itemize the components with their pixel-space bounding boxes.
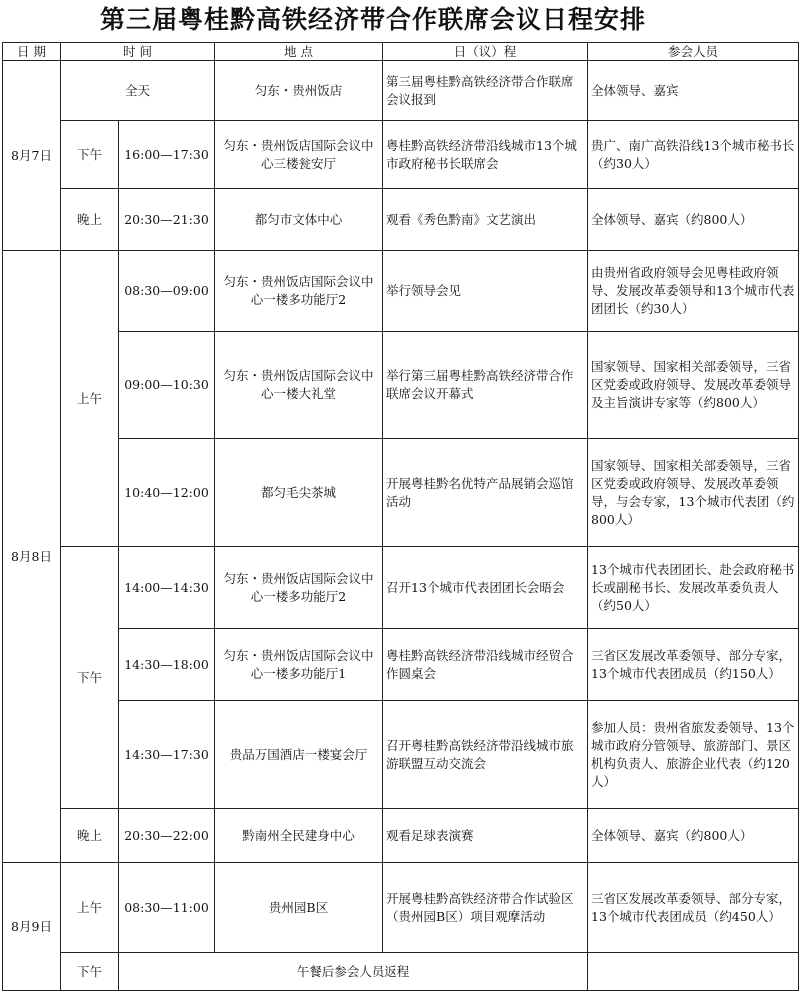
time-cell: 08:30—11:00 [119,863,215,953]
table-row [3,439,799,547]
attendees-cell: 由贵州省政府领导会见粤桂政府领导、发展改革委领导和13个城市代表团团长（约30人） [588,251,799,332]
header-date: 日 期 [3,43,61,61]
header-row [3,43,799,61]
table-row [3,953,799,991]
place-cell: 黔南州全民建身中心 [215,809,383,863]
attendees-cell: 三省区发展改革委领导、部分专家，13个城市代表团成员（约450人） [588,863,799,953]
time-cell: 14:00—14:30 [119,547,215,629]
time-cell: 14:30—18:00 [119,629,215,701]
place-cell: 都匀毛尖茶城 [215,439,383,547]
table-row [3,701,799,809]
date-cell: 8月9日 [3,863,61,991]
time-cell: 08:30—09:00 [119,251,215,332]
place-cell: 匀东・贵州饭店 [215,61,383,121]
header-agenda: 日（议）程 [383,43,588,61]
table-row [3,547,799,629]
header-place: 地 点 [215,43,383,61]
place-cell: 匀东・贵州饭店国际会议中心一楼多功能厅1 [215,629,383,701]
table-row [3,332,799,439]
agenda-cell: 召开13个城市代表团团长会晤会 [383,547,588,629]
agenda-cell: 粤桂黔高铁经济带沿线城市13个城市政府秘书长联席会 [383,121,588,189]
page-title: 第三届粤桂黔高铁经济带合作联席会议日程安排 [100,5,647,34]
attendees-cell: 贵广、南广高铁沿线13个城市秘书长（约30人） [588,121,799,189]
attendees-cell: 全体领导、嘉宾 [588,61,799,121]
table-row [3,251,799,332]
attendees-cell: 三省区发展改革委领导、部分专家，13个城市代表团成员（约150人） [588,629,799,701]
attendees-cell: 全体领导、嘉宾（约800人） [588,189,799,251]
period-cell: 下午 [61,953,119,991]
date-cell: 8月8日 [3,251,61,863]
table-row [3,809,799,863]
period-cell: 下午 [61,547,119,809]
place-cell: 匀东・贵州饭店国际会议中心三楼瓮安厅 [215,121,383,189]
agenda-cell: 举行领导会见 [383,251,588,332]
place-cell: 匀东・贵州饭店国际会议中心一楼多功能厅2 [215,547,383,629]
attendees-cell: 国家领导、国家相关部委领导，三省区党委或政府领导、发展改革委领导，与会专家，13个城市代表团（约800人） [588,439,799,547]
period-cell: 全天 [61,61,215,121]
table-row [3,121,799,189]
table-row [3,61,799,121]
place-cell: 贵品万国酒店一楼宴会厅 [215,701,383,809]
time-cell: 14:30—17:30 [119,701,215,809]
attendees-cell: 全体领导、嘉宾（约800人） [588,809,799,863]
agenda-cell: 观看足球表演赛 [383,809,588,863]
attendees-cell: 参加人员：贵州省旅发委领导、13个城市政府分管领导、旅游部门、景区机构负责人、旅游企业代表（约120人） [588,701,799,809]
agenda-cell: 举行第三届粤桂黔高铁经济带合作联席会议开幕式 [383,332,588,439]
table-row [3,629,799,701]
attendees-cell: 13个城市代表团团长、赴会政府秘书长或副秘书长、发展改革委负责人（约50人） [588,547,799,629]
period-cell: 下午 [61,121,119,189]
place-cell: 匀东・贵州饭店国际会议中心一楼多功能厅2 [215,251,383,332]
time-cell: 09:00—10:30 [119,332,215,439]
period-cell: 上午 [61,863,119,953]
agenda-cell: 第三届粤桂黔高铁经济带合作联席会议报到 [383,61,588,121]
attendees-cell: 国家领导、国家相关部委领导，三省区党委或政府领导、发展改革委领导及主旨演讲专家等（约800人） [588,332,799,439]
table-row [3,189,799,251]
agenda-cell: 观看《秀色黔南》文艺演出 [383,189,588,251]
schedule-table [2,42,799,991]
header-time: 时 间 [61,43,215,61]
agenda-cell: 开展粤桂黔高铁经济带合作试验区（贵州园B区）项目观摩活动 [383,863,588,953]
place-cell: 匀东・贵州饭店国际会议中心一楼大礼堂 [215,332,383,439]
period-cell: 晚上 [61,809,119,863]
place-cell: 都匀市文体中心 [215,189,383,251]
place-cell: 贵州园B区 [215,863,383,953]
time-cell: 20:30—21:30 [119,189,215,251]
agenda-cell: 粤桂黔高铁经济带沿线城市经贸合作圆桌会 [383,629,588,701]
time-cell: 10:40—12:00 [119,439,215,547]
agenda-cell: 午餐后参会人员返程 [119,953,588,991]
period-cell: 上午 [61,251,119,547]
header-attendees: 参会人员 [588,43,799,61]
agenda-cell: 开展粤桂黔名优特产品展销会巡馆活动 [383,439,588,547]
time-cell: 20:30—22:00 [119,809,215,863]
period-cell: 晚上 [61,189,119,251]
attendees-cell [588,953,799,991]
table-row [3,863,799,953]
agenda-cell: 召开粤桂黔高铁经济带沿线城市旅游联盟互动交流会 [383,701,588,809]
time-cell: 16:00—17:30 [119,121,215,189]
date-cell: 8月7日 [3,61,61,251]
